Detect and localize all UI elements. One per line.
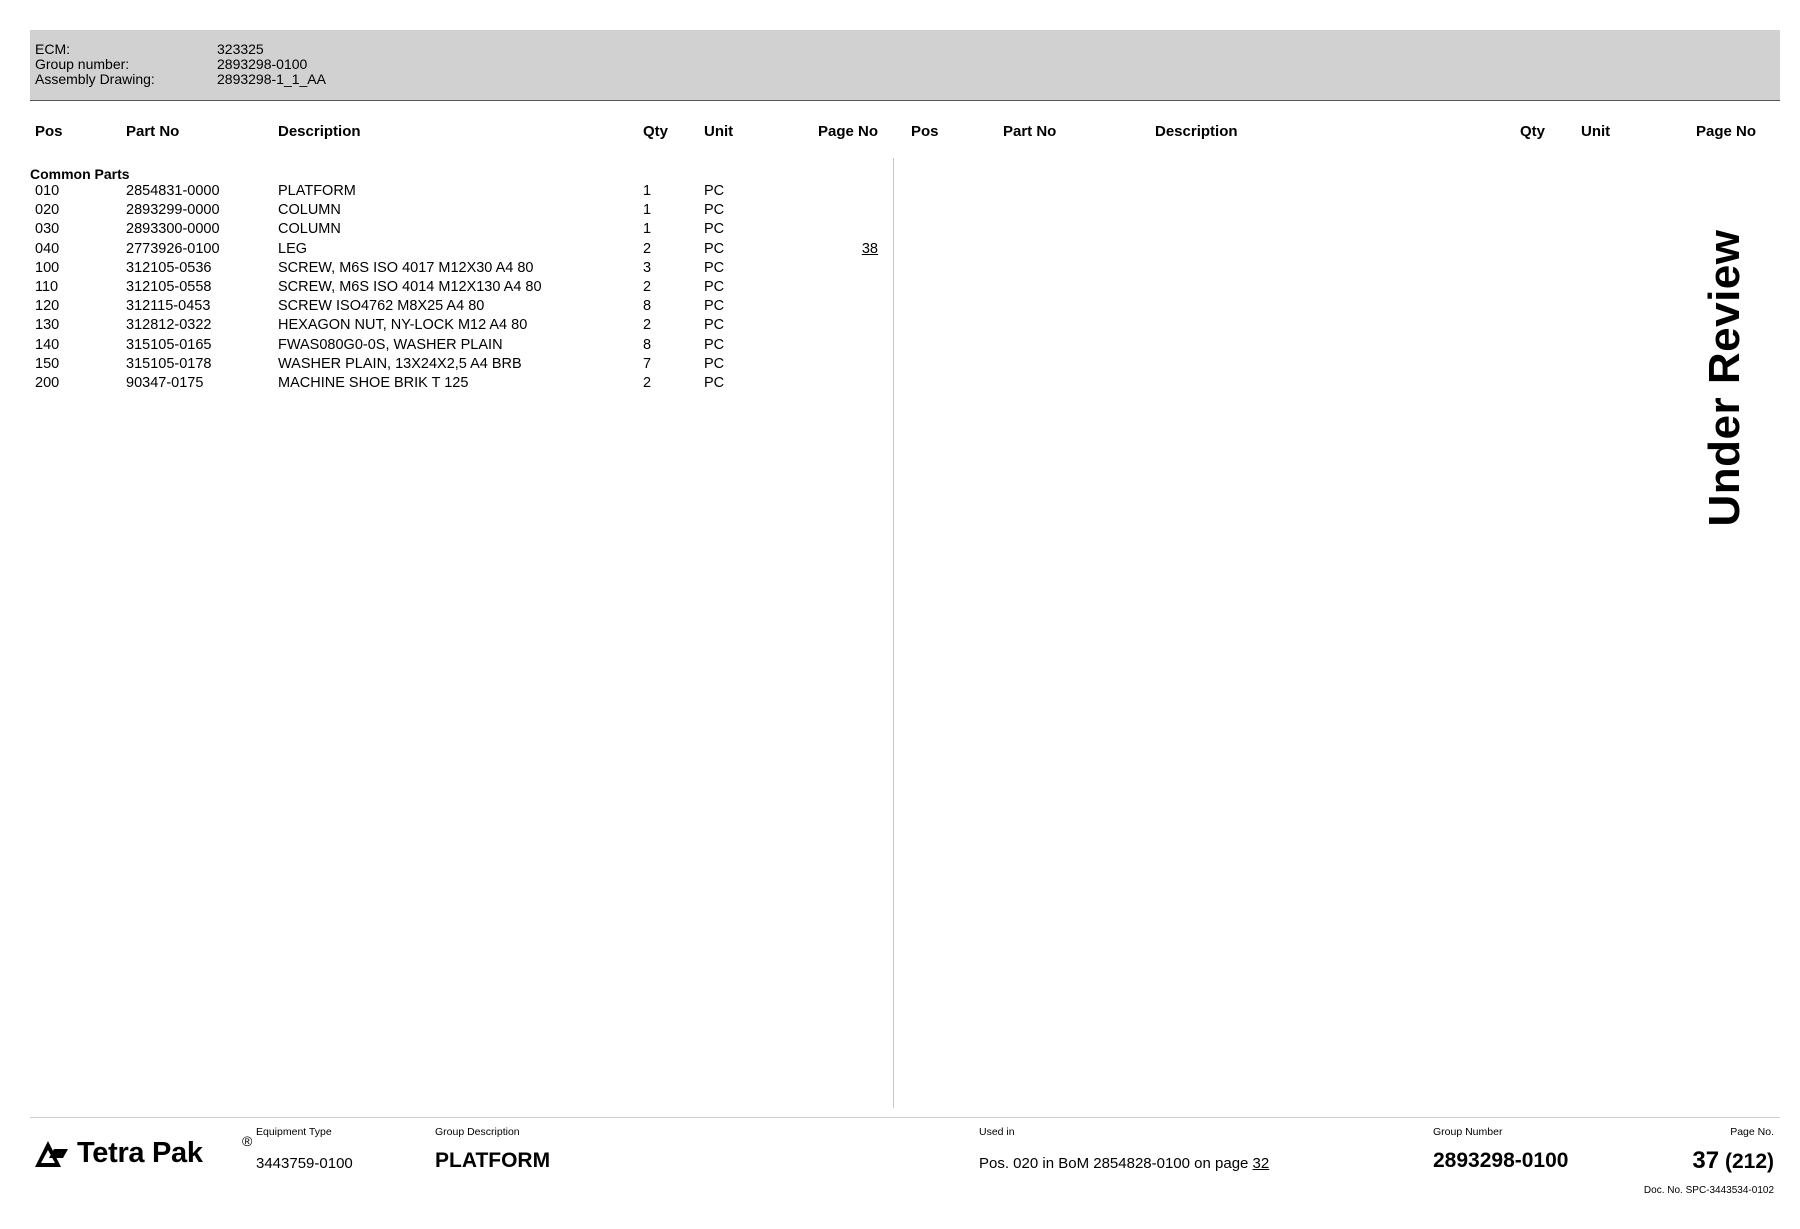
col-header-pos: Pos: [35, 123, 63, 140]
part-qty: 1: [643, 202, 652, 219]
part-qty: 2: [643, 279, 652, 295]
part-number: 2893300-0000: [126, 221, 220, 238]
used-in-text: Pos. 020 in BoM 2854828-0100 on page: [979, 1155, 1253, 1172]
parts-row: [0, 259, 900, 278]
used-in-label: Used in: [979, 1126, 1015, 1138]
doc-number: Doc. No. SPC-3443534-0102: [1643, 1185, 1774, 1196]
used-in-page-link[interactable]: 32: [1252, 1155, 1270, 1172]
part-qty: 2: [643, 240, 652, 257]
part-qty: 8: [643, 336, 652, 353]
part-number: 312812-0322: [126, 317, 212, 334]
ecm-label: ECM:: [35, 41, 70, 57]
part-pos: 040: [35, 240, 60, 257]
part-pos: 150: [35, 355, 60, 372]
part-number: 2854831-0000: [126, 183, 220, 199]
part-qty: 1: [643, 183, 652, 199]
parts-row: [0, 336, 900, 355]
part-qty: 3: [643, 259, 652, 276]
col-header-qty-right: Qty: [1520, 123, 1546, 140]
ecm-value: 323325: [217, 41, 264, 57]
page-total: (212): [1724, 1150, 1774, 1173]
page-current: 37: [1692, 1147, 1720, 1174]
part-description: MACHINE SHOE BRIK T 125: [278, 375, 469, 391]
part-qty: 1: [643, 221, 652, 238]
parts-row: [0, 240, 900, 259]
part-pos: 010: [35, 183, 60, 199]
part-pos: 100: [35, 259, 60, 276]
parts-row: [0, 220, 900, 239]
group-description-value: PLATFORM: [435, 1149, 551, 1172]
group-number-footer-label: Group Number: [1433, 1126, 1503, 1138]
part-qty: 2: [643, 375, 652, 391]
parts-row: [0, 374, 900, 393]
parts-row: [0, 182, 900, 201]
group-number-value: 2893298-0100: [217, 56, 308, 72]
part-description: LEG: [278, 240, 308, 257]
col-header-unit-right: Unit: [1581, 123, 1611, 140]
part-unit: PC: [704, 221, 725, 238]
parts-row: [0, 316, 900, 335]
part-unit: PC: [704, 336, 725, 353]
part-qty: 2: [643, 317, 652, 334]
part-description: PLATFORM: [278, 183, 356, 199]
col-header-pos-right: Pos: [911, 123, 939, 140]
part-description: FWAS080G0-0S, WASHER PLAIN: [278, 336, 503, 353]
part-number: 90347-0175: [126, 375, 204, 391]
part-unit: PC: [704, 240, 725, 257]
part-page-link[interactable]: 38: [861, 240, 878, 257]
parts-row: [0, 201, 900, 220]
part-unit: PC: [704, 202, 725, 219]
part-description: SCREW, M6S ISO 4014 M12X130 A4 80: [278, 279, 542, 295]
part-description: COLUMN: [278, 202, 341, 219]
part-unit: PC: [704, 279, 725, 295]
equipment-type-label: Equipment Type: [256, 1126, 332, 1138]
col-header-part-no-right: Part No: [1003, 123, 1057, 140]
part-description: SCREW, M6S ISO 4017 M12X30 A4 80: [278, 259, 534, 276]
used-in-value: [979, 1155, 1269, 1172]
parts-row: [0, 355, 900, 374]
part-number: 2893299-0000: [126, 202, 220, 219]
part-number: 315105-0178: [126, 355, 212, 372]
part-pos: 200: [35, 375, 60, 391]
part-unit: PC: [704, 183, 725, 199]
registered-mark: ®: [242, 1133, 253, 1149]
watermark-text: Under Review: [1700, 229, 1749, 527]
part-unit: PC: [704, 298, 725, 315]
part-unit: PC: [704, 375, 725, 391]
col-header-description: Description: [278, 123, 361, 140]
part-unit: PC: [704, 355, 725, 372]
part-description: HEXAGON NUT, NY-LOCK M12 A4 80: [278, 317, 528, 334]
parts-row: [0, 297, 900, 316]
part-unit: PC: [704, 317, 725, 334]
part-pos: 030: [35, 221, 60, 238]
group-number-footer-value: 2893298-0100: [1433, 1149, 1569, 1172]
page-number: [1600, 1147, 1774, 1175]
part-description: WASHER PLAIN, 13X24X2,5 A4 BRB: [278, 355, 522, 372]
parts-row: [0, 278, 900, 297]
col-header-part-no: Part No: [126, 123, 180, 140]
assembly-drawing-label: Assembly Drawing:: [35, 71, 155, 87]
group-description-label: Group Description: [435, 1126, 520, 1138]
part-unit: PC: [704, 259, 725, 276]
part-number: 312115-0453: [126, 298, 211, 315]
part-description: COLUMN: [278, 221, 341, 238]
col-header-qty: Qty: [643, 123, 669, 140]
part-description: SCREW ISO4762 M8X25 A4 80: [278, 298, 485, 315]
col-header-page-no: Page No: [817, 123, 878, 140]
tetra-pak-logo-icon: [34, 1140, 70, 1168]
col-header-unit: Unit: [704, 123, 734, 140]
part-number: 315105-0165: [126, 336, 212, 353]
part-pos: 110: [35, 279, 59, 295]
page-no-label: Page No.: [1730, 1126, 1774, 1138]
group-number-label: Group number:: [35, 56, 130, 72]
col-header-page-no-right: Page No: [1695, 123, 1756, 140]
section-title: Common Parts: [30, 166, 130, 182]
equipment-type-value: 3443759-0100: [256, 1155, 353, 1172]
part-qty: 7: [643, 355, 652, 372]
footer-divider: [30, 1117, 1780, 1118]
part-pos: 130: [35, 317, 60, 334]
part-number: 2773926-0100: [126, 240, 220, 257]
assembly-drawing-value: 2893298-1_1_AA: [217, 71, 326, 87]
logo-text: Tetra Pak: [77, 1137, 203, 1169]
part-number: 312105-0558: [126, 279, 212, 295]
part-number: 312105-0536: [126, 259, 212, 276]
part-pos: 140: [35, 336, 60, 353]
col-header-description-right: Description: [1155, 123, 1238, 140]
part-pos: 020: [35, 202, 60, 219]
part-pos: 120: [35, 298, 60, 315]
part-qty: 8: [643, 298, 652, 315]
